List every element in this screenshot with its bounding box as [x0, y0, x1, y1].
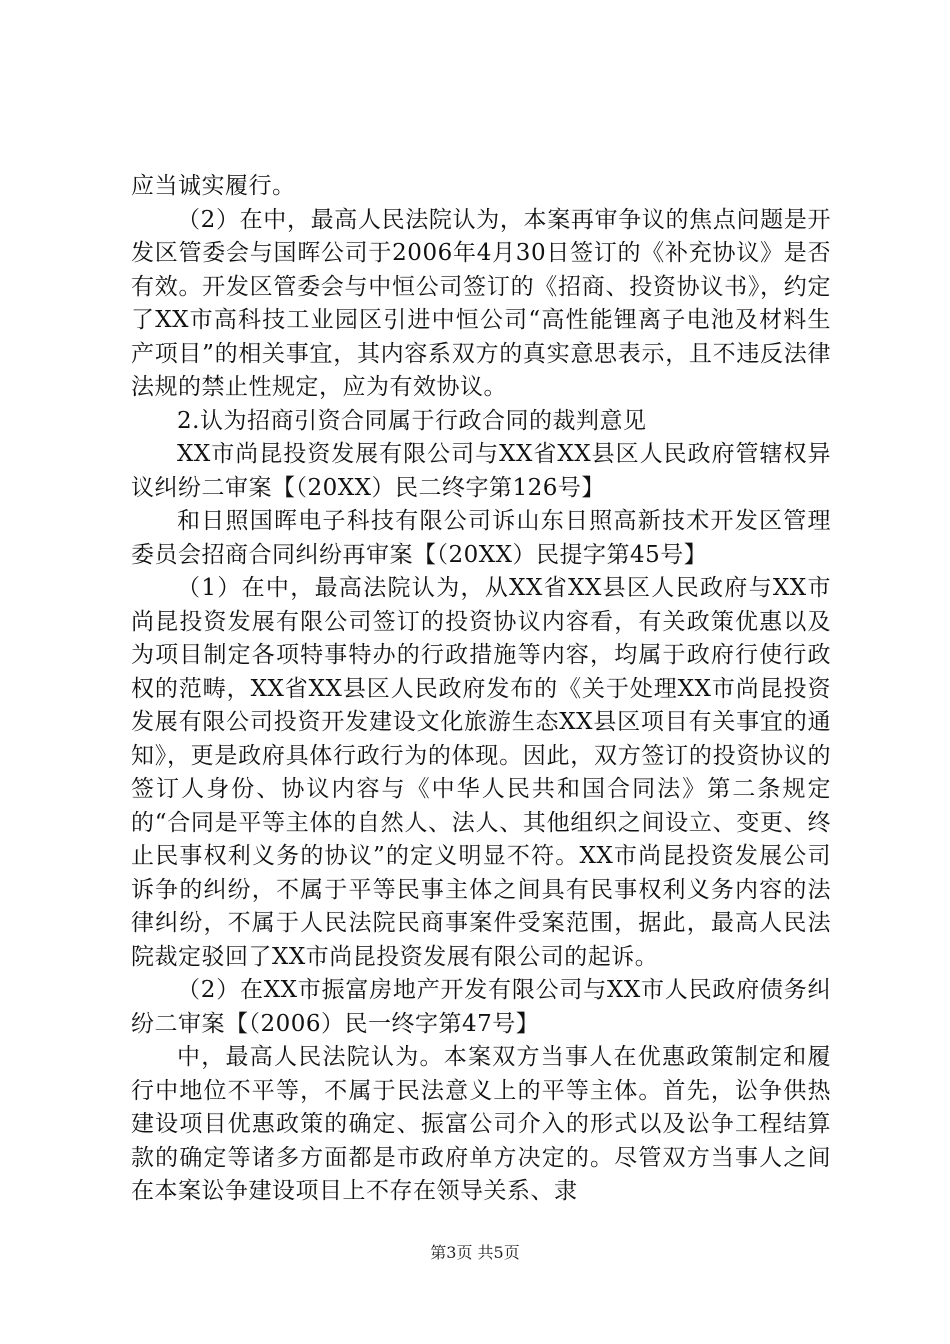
page-footer: 第3页 共5页 [430, 1243, 520, 1262]
document-body [131, 170, 831, 1209]
paragraph-4: XX市尚昆投资发展有限公司与XX省XX县区人民政府管辖权异议纠纷二审案【（20XX）民二终字第126号】 [131, 441, 831, 501]
paragraph-3: 2.认为招商引资合同属于行政合同的裁判意见 [177, 407, 647, 434]
paragraph-2: （2）在中，最高人民法院认为，本案再审争议的焦点问题是开发区管委会与国晖公司于2006年4月30日签订的《补充协议》是否有效。开发区管委会与中恒公司签订的《招商、投资协议书》，约定了XX市高科技工业园区引进中恒公司“高性能锂离子电池及材料生产项目”的相关事宜，其内容系双方的真实意思表示，且不违反法律法规的禁止性规定，应为有效协议。 [131, 206, 831, 400]
paragraph-6: （1）在中，最高法院认为，从XX省XX县区人民政府与XX市尚昆投资发展有限公司签订的投资协议内容看，有关政策优惠以及为项目制定各项特事特办的行政措施等内容，均属于政府行使行政权的范畴，XX省XX县区人民政府发布的《关于处理XX市尚昆投资发展有限公司投资开发建设文化旅游生态XX县区项目有关事宜的通知》，更是政府具体行政行为的体现。因此，双方签订的投资协议的签订人身份、协议内容与《中华人民共和国合同法》第二条规定的“合同是平等主体的自然人、法人、其他组织之间设立、变更、终止民事权利义务的协议”的定义明显不符。XX市尚昆投资发展公司诉争的纠纷，不属于平等民事主体之间具有民事权利义务内容的法律纠纷，不属于人民法院民商事案件受案范围，据此，最高人民法院裁定驳回了XX市尚昆投资发展有限公司的起诉。 [131, 575, 831, 970]
paragraph-8: 中，最高人民法院认为。本案双方当事人在优惠政策制定和履行中地位不平等，不属于民法意义上的平等主体。首先，讼争供热建设项目优惠政策的确定、振富公司介入的形式以及讼争工程结算款的确定等诸多方面都是市政府单方决定的。尽管双方当事人之间在本案讼争建设项目上不存在领导关系、隶 [131, 1044, 831, 1204]
paragraph-1: 应当诚实履行。 [131, 173, 296, 199]
paragraph-7: （2）在XX市振富房地产开发有限公司与XX市人民政府债务纠纷二审案【（2006）民一终字第47号】 [131, 977, 831, 1037]
paragraph-5: 和日照国晖电子科技有限公司诉山东日照高新技术开发区管理委员会招商合同纠纷再审案【（20XX）民提字第45号】 [131, 508, 831, 568]
